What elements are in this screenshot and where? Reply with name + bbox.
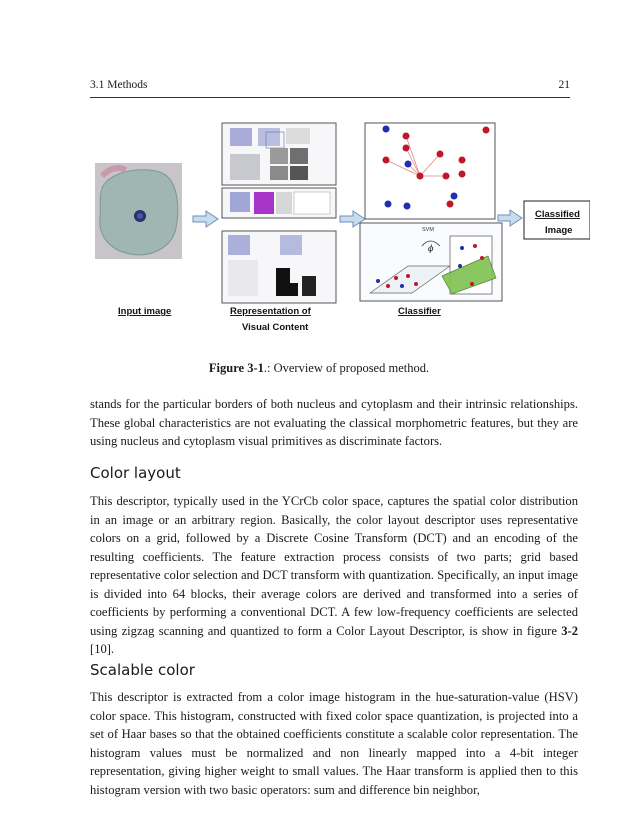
scalable-color-paragraph: This descriptor is extracted from a color image histogram in the hue-saturation-value (HSV) color space. This histogram, constructed with fixed color space quantization, is projected into a set of Haar bases so that the obtained coefficients constitute a scalable color representation. The histogram values must be normalized and non linearly mapped into a 4-bit integer representation, giving higher weight to small values. The Haar transform is applied then to this histogram version with two basic operators: sum and difference bin neighbor, xyxy=(90,690,578,797)
color-layout-paragraph xyxy=(90,492,578,659)
intro-paragraph: stands for the particular borders of both nucleus and cytoplasm and their intrinsic relationships. These global characteristics are not evaluating the classical morphometric features, but they are using nucleus and cytoplasm visual primitives as discriminate factors. xyxy=(90,397,578,448)
classifier-scatter-panel xyxy=(365,123,495,219)
arrow-icon xyxy=(193,211,218,227)
citation: [10]. xyxy=(90,642,115,656)
figure-caption xyxy=(0,361,638,376)
caption-text: .: Overview of proposed method. xyxy=(263,361,430,375)
section-title-color-layout: Color layout xyxy=(90,464,181,482)
classified-label-line1: Classified xyxy=(535,209,580,220)
svm-label: SVM xyxy=(422,227,434,233)
representation-panels xyxy=(222,123,336,303)
phi-label: ϕ xyxy=(428,244,434,253)
method-overview-figure xyxy=(90,118,590,343)
input-image-label: Input image xyxy=(118,306,172,317)
classifier-svm-panel xyxy=(360,223,502,301)
running-header xyxy=(90,79,570,95)
representation-label-line1: Representation of xyxy=(230,306,311,317)
classified-label-line2: Image xyxy=(545,225,573,236)
representation-label-line2: Visual Content xyxy=(242,322,309,333)
classifier-label: Classifier xyxy=(398,306,441,317)
header-section: 3.1 Methods xyxy=(90,79,148,91)
input-cell-image xyxy=(95,163,182,259)
color-layout-body: This descriptor, typically used in the YCrCb color space, captures the spatial color distribution in an image or an arbitrary region. Basically, the color layout descriptor uses representative colors on a grid, followed by a Discrete Cosine Transform (DCT) and an encoding of the resulting coefficients. The feature extraction process consists of two parts; grid based representative color selection and DCT transform with quantization. Specifically, an input image is divided into 64 blocks, their average colors are derived and transformed into a series of coefficients by performing a conventional DCT. A few low-frequency coefficients are selected using zigzag scanning and quantized to form a Color Layout Descriptor, is show in figure xyxy=(90,494,578,638)
section-title-scalable-color: Scalable color xyxy=(90,661,195,679)
header-rule xyxy=(90,97,570,98)
figure-reference: 3-2 xyxy=(561,623,579,638)
caption-label: Figure 3-1 xyxy=(208,361,264,375)
page-number: 21 xyxy=(558,79,570,91)
